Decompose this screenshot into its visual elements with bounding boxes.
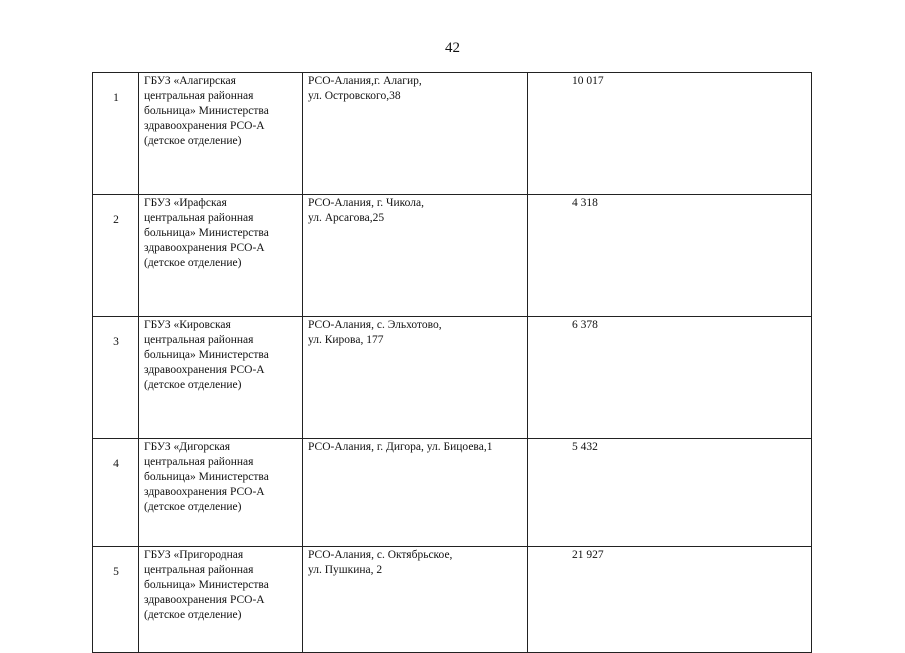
organization-name: ГБУЗ «Дигорская центральная районная больница» Министерства здравоохранения РСО-А (детское отделение) [139,439,303,547]
table-row [93,439,812,547]
row-number: 2 [93,195,139,317]
page-number: 42 [445,40,460,56]
table-row [93,73,812,195]
table-row [93,547,812,653]
organization-name: ГБУЗ «Алагирская центральная районная больница» Министерства здравоохранения РСО-А (детское отделение) [139,73,303,195]
address: РСО-Алания, г. Дигора, ул. Бицоева,1 [303,439,528,547]
table-row [93,195,812,317]
row-number: 5 [93,547,139,653]
address: РСО-Алания, с. Эльхотово, ул. Кирова, 177 [303,317,528,439]
population-count: 6 378 [528,317,812,439]
table-row [93,317,812,439]
organization-name: ГБУЗ «Пригородная центральная районная больница» Министерства здравоохранения РСО-А (детское отделение) [139,547,303,653]
row-number: 3 [93,317,139,439]
row-number: 1 [93,73,139,195]
hospital-table [92,72,812,653]
organization-name: ГБУЗ «Ирафская центральная районная больница» Министерства здравоохранения РСО-А (детское отделение) [139,195,303,317]
population-count: 5 432 [528,439,812,547]
population-count: 21 927 [528,547,812,653]
address: РСО-Алания, с. Октябрьское, ул. Пушкина, 2 [303,547,528,653]
row-number: 4 [93,439,139,547]
population-count: 10 017 [528,73,812,195]
address: РСО-Алания,г. Алагир, ул. Островского,38 [303,73,528,195]
organization-name: ГБУЗ «Кировская центральная районная больница» Министерства здравоохранения РСО-А (детское отделение) [139,317,303,439]
population-count: 4 318 [528,195,812,317]
address: РСО-Алания, г. Чикола, ул. Арсагова,25 [303,195,528,317]
